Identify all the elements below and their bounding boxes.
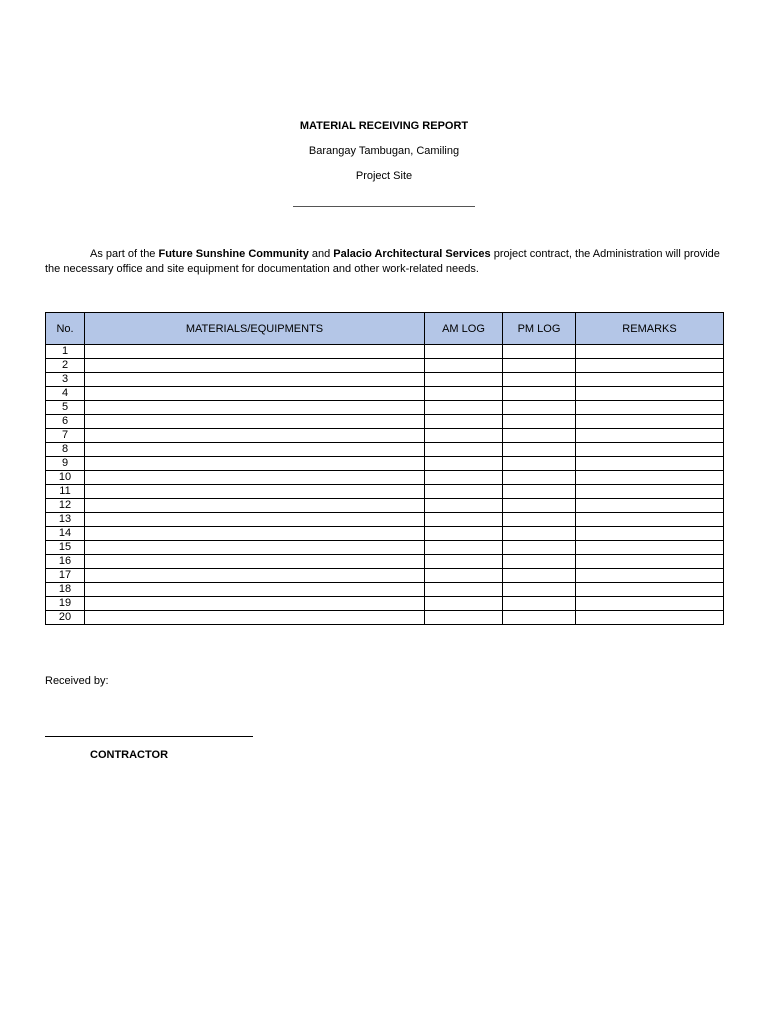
- remarks-cell[interactable]: [576, 359, 724, 373]
- am-log-cell[interactable]: [425, 401, 503, 415]
- table-row: [46, 513, 724, 527]
- row-number-cell: 12: [46, 499, 85, 513]
- row-number-cell: 7: [46, 429, 85, 443]
- am-log-cell[interactable]: [425, 457, 503, 471]
- remarks-cell[interactable]: [576, 541, 724, 555]
- row-number-cell: 16: [46, 555, 85, 569]
- table-row: [46, 387, 724, 401]
- row-number-cell: 1: [46, 345, 85, 359]
- materials-cell[interactable]: [85, 499, 425, 513]
- pm-log-cell[interactable]: [503, 513, 576, 527]
- pm-log-cell[interactable]: [503, 443, 576, 457]
- am-log-cell[interactable]: [425, 499, 503, 513]
- pm-log-cell[interactable]: [503, 597, 576, 611]
- pm-log-cell[interactable]: [503, 457, 576, 471]
- materials-cell[interactable]: [85, 415, 425, 429]
- row-number-cell: 15: [46, 541, 85, 555]
- remarks-cell[interactable]: [576, 373, 724, 387]
- table-row: [46, 345, 724, 359]
- table-row: [46, 583, 724, 597]
- remarks-cell[interactable]: [576, 611, 724, 625]
- row-number-cell: 9: [46, 457, 85, 471]
- table-row: [46, 457, 724, 471]
- row-number-cell: 8: [46, 443, 85, 457]
- table-row: [46, 415, 724, 429]
- row-number-cell: 4: [46, 387, 85, 401]
- column-header-no: No.: [46, 313, 85, 345]
- column-header-remarks: REMARKS: [576, 313, 724, 345]
- location-line: Barangay Tambugan, Camiling: [308, 145, 460, 157]
- table-row: [46, 555, 724, 569]
- remarks-cell[interactable]: [576, 513, 724, 527]
- remarks-cell[interactable]: [576, 429, 724, 443]
- materials-cell[interactable]: [85, 569, 425, 583]
- pm-log-cell[interactable]: [503, 373, 576, 387]
- row-number-cell: 17: [46, 569, 85, 583]
- pm-log-cell[interactable]: [503, 471, 576, 485]
- remarks-cell[interactable]: [576, 485, 724, 499]
- am-log-cell[interactable]: [425, 443, 503, 457]
- remarks-cell[interactable]: [576, 583, 724, 597]
- am-log-cell[interactable]: [425, 513, 503, 527]
- remarks-cell[interactable]: [576, 597, 724, 611]
- am-log-cell[interactable]: [425, 555, 503, 569]
- am-log-cell[interactable]: [425, 541, 503, 555]
- table-row: [46, 569, 724, 583]
- row-number-cell: 3: [46, 373, 85, 387]
- materials-cell[interactable]: [85, 541, 425, 555]
- remarks-cell[interactable]: [576, 401, 724, 415]
- materials-table: [45, 312, 724, 625]
- am-log-cell[interactable]: [425, 429, 503, 443]
- intro-bold-2: Palacio Architectural Services: [333, 248, 491, 260]
- materials-cell[interactable]: [85, 457, 425, 471]
- row-number-cell: 6: [46, 415, 85, 429]
- table-row: [46, 359, 724, 373]
- remarks-cell[interactable]: [576, 443, 724, 457]
- am-log-cell[interactable]: [425, 471, 503, 485]
- materials-cell[interactable]: [85, 611, 425, 625]
- row-number-cell: 5: [46, 401, 85, 415]
- intro-text-3: project contract, the Administration will provide the necessary office and site equipment for documentation and other work-related needs.: [45, 248, 720, 275]
- materials-cell[interactable]: [85, 527, 425, 541]
- materials-cell[interactable]: [85, 443, 425, 457]
- am-log-cell[interactable]: [425, 597, 503, 611]
- table-row: [46, 597, 724, 611]
- row-number-cell: 14: [46, 527, 85, 541]
- materials-cell[interactable]: [85, 583, 425, 597]
- pm-log-cell[interactable]: [503, 387, 576, 401]
- table-row: [46, 541, 724, 555]
- remarks-cell[interactable]: [576, 471, 724, 485]
- materials-cell[interactable]: [85, 359, 425, 373]
- materials-cell[interactable]: [85, 485, 425, 499]
- materials-cell[interactable]: [85, 597, 425, 611]
- pm-log-cell[interactable]: [503, 583, 576, 597]
- table-row: [46, 499, 724, 513]
- intro-bold-1: Future Sunshine Community: [158, 248, 309, 260]
- pm-log-cell[interactable]: [503, 499, 576, 513]
- table-row: [46, 429, 724, 443]
- remarks-cell[interactable]: [576, 527, 724, 541]
- column-header-materials: MATERIALS/EQUIPMENTS: [85, 313, 425, 345]
- row-number-cell: 18: [46, 583, 85, 597]
- intro-paragraph: [45, 247, 722, 277]
- am-log-cell[interactable]: [425, 415, 503, 429]
- row-number-cell: 2: [46, 359, 85, 373]
- table-row: [46, 471, 724, 485]
- row-number-cell: 11: [46, 485, 85, 499]
- materials-cell[interactable]: [85, 345, 425, 359]
- remarks-cell[interactable]: [576, 569, 724, 583]
- materials-cell[interactable]: [85, 387, 425, 401]
- table-row: [46, 373, 724, 387]
- materials-cell[interactable]: [85, 429, 425, 443]
- pm-log-cell[interactable]: [503, 611, 576, 625]
- row-number-cell: 19: [46, 597, 85, 611]
- am-log-cell[interactable]: [425, 359, 503, 373]
- am-log-cell[interactable]: [425, 569, 503, 583]
- am-log-cell[interactable]: [425, 387, 503, 401]
- pm-log-cell[interactable]: [503, 401, 576, 415]
- pm-log-cell[interactable]: [503, 345, 576, 359]
- table-row: [46, 443, 724, 457]
- am-log-cell[interactable]: [425, 345, 503, 359]
- table-header-row: [46, 313, 724, 345]
- table-row: [46, 527, 724, 541]
- remarks-cell[interactable]: [576, 499, 724, 513]
- materials-cell[interactable]: [85, 513, 425, 527]
- row-number-cell: 20: [46, 611, 85, 625]
- materials-cell[interactable]: [85, 555, 425, 569]
- intro-text-2: and: [308, 248, 334, 260]
- pm-log-cell[interactable]: [503, 415, 576, 429]
- project-site-label: Project Site: [355, 170, 413, 182]
- am-log-cell[interactable]: [425, 611, 503, 625]
- table-row: [46, 611, 724, 625]
- pm-log-cell[interactable]: [503, 569, 576, 583]
- am-log-cell[interactable]: [425, 527, 503, 541]
- project-site-blank-line: [293, 206, 475, 207]
- remarks-cell[interactable]: [576, 415, 724, 429]
- contractor-label: CONTRACTOR: [90, 749, 169, 761]
- table-row: [46, 485, 724, 499]
- materials-cell[interactable]: [85, 373, 425, 387]
- pm-log-cell[interactable]: [503, 555, 576, 569]
- remarks-cell[interactable]: [576, 457, 724, 471]
- pm-log-cell[interactable]: [503, 429, 576, 443]
- am-log-cell[interactable]: [425, 373, 503, 387]
- received-by-label: Received by:: [45, 675, 109, 687]
- row-number-cell: 13: [46, 513, 85, 527]
- report-title: MATERIAL RECEIVING REPORT: [299, 120, 469, 132]
- materials-cell[interactable]: [85, 471, 425, 485]
- table-row: [46, 401, 724, 415]
- remarks-cell[interactable]: [576, 555, 724, 569]
- intro-text-1: As part of the: [90, 248, 159, 260]
- row-number-cell: 10: [46, 471, 85, 485]
- column-header-pm-log: PM LOG: [503, 313, 576, 345]
- remarks-cell[interactable]: [576, 345, 724, 359]
- pm-log-cell[interactable]: [503, 359, 576, 373]
- pm-log-cell[interactable]: [503, 527, 576, 541]
- pm-log-cell[interactable]: [503, 485, 576, 499]
- pm-log-cell[interactable]: [503, 541, 576, 555]
- materials-cell[interactable]: [85, 401, 425, 415]
- signature-line: [45, 736, 253, 737]
- am-log-cell[interactable]: [425, 485, 503, 499]
- am-log-cell[interactable]: [425, 583, 503, 597]
- column-header-am-log: AM LOG: [425, 313, 503, 345]
- remarks-cell[interactable]: [576, 387, 724, 401]
